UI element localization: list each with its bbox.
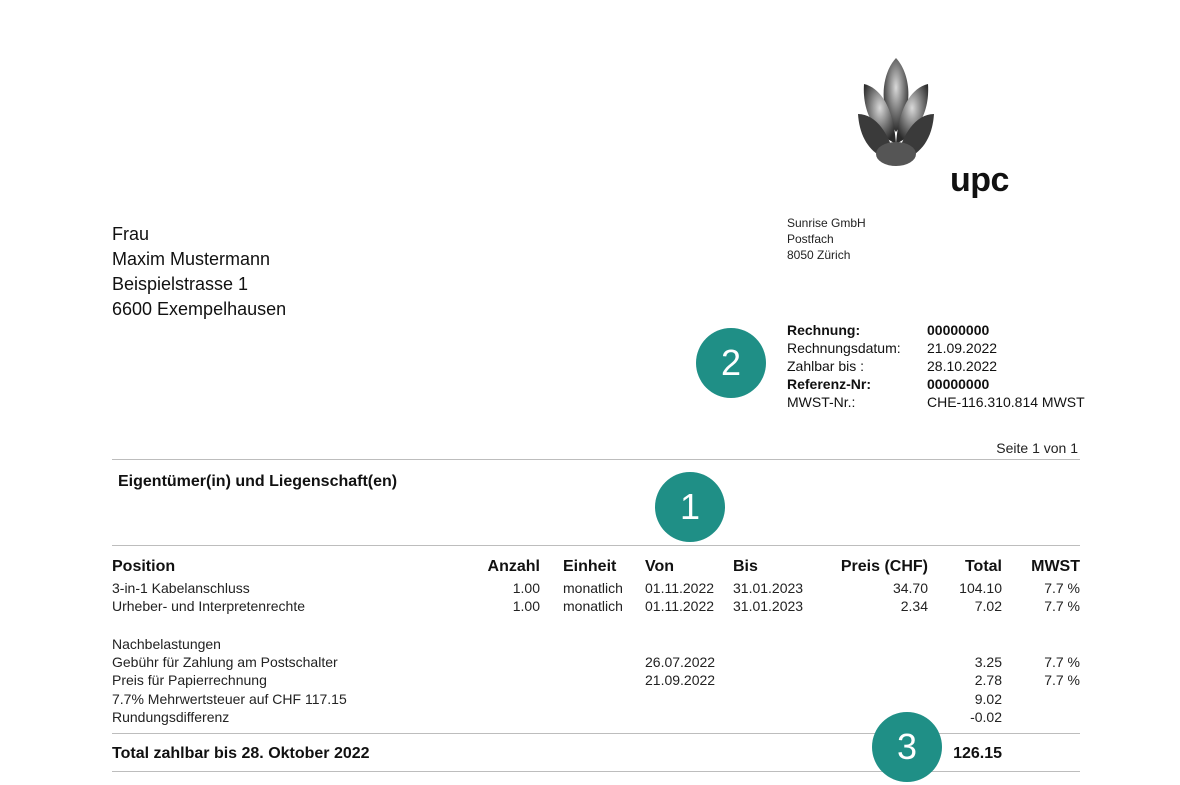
upc-flower-logo-icon (856, 54, 936, 174)
table-cell-preis: 2.34 (900, 598, 928, 614)
divider (112, 545, 1080, 546)
table-cell-mwst: 7.7 % (1044, 654, 1080, 670)
upc-wordmark: upc (950, 161, 1009, 199)
table-cell-einheit: monatlich (563, 580, 623, 596)
table-cell-bis: 31.01.2023 (733, 598, 804, 614)
total-value: 126.15 (953, 745, 1002, 762)
divider (112, 459, 1080, 460)
table-cell-einheit: monatlich (563, 598, 623, 614)
detail-label: Rechnung: (787, 322, 861, 338)
detail-label: MWST-Nr.: (787, 394, 856, 410)
table-cell-mwst: 7.7 % (1044, 672, 1080, 688)
total-label: Total zahlbar bis 28. Oktober 2022 (112, 745, 370, 762)
section-title: Eigentümer(in) und Liegenschaft(en) (118, 473, 398, 490)
table-cell-position: Preis für Papierrechnung (112, 672, 267, 688)
callout-badge-2: 2 (696, 328, 766, 398)
col-header-preis: Preis (CHF) (840, 558, 928, 575)
col-header-total: Total (964, 558, 1002, 575)
table-cell-total: 3.25 (974, 654, 1002, 670)
col-header-einheit: Einheit (563, 558, 617, 575)
table-cell-anzahl: 1.00 (512, 598, 540, 614)
table-cell-anzahl: 1.00 (512, 580, 540, 596)
sender-line: Sunrise GmbH (787, 216, 866, 230)
table-cell-mwst: 7.7 % (1044, 598, 1080, 614)
table-cell-mwst: 7.7 % (1044, 580, 1080, 596)
detail-value: 00000000 (927, 376, 990, 392)
table-cell-position: Gebühr für Zahlung am Postschalter (112, 654, 338, 670)
table-cell-position: Rundungsdifferenz (112, 709, 230, 725)
recipient-address (112, 222, 286, 322)
detail-row-vat-number (787, 393, 1085, 411)
sender-line: 8050 Zürich (787, 248, 851, 262)
detail-value: 28.10.2022 (927, 358, 998, 374)
table-cell-bis: 31.01.2023 (733, 580, 804, 596)
detail-row-due-date (787, 357, 1085, 375)
callout-badge-1: 1 (655, 472, 725, 542)
table-cell-total: -0.02 (970, 709, 1002, 725)
detail-value: 21.09.2022 (927, 340, 998, 356)
recipient-line: Maxim Mustermann (112, 249, 271, 269)
col-header-mwst: MWST (1031, 558, 1080, 575)
detail-label: Referenz-Nr: (787, 376, 872, 392)
col-header-position: Position (112, 558, 176, 575)
detail-row-invoice-number (787, 321, 1085, 339)
callout-badge-3: 3 (872, 712, 942, 782)
detail-row-reference (787, 375, 1085, 393)
recipient-line: 6600 Exempelhausen (112, 299, 287, 319)
table-cell-von: 01.11.2022 (645, 598, 715, 614)
table-cell-total: 2.78 (974, 672, 1002, 688)
table-cell-position: 7.7% Mehrwertsteuer auf CHF 117.15 (112, 691, 347, 707)
recipient-line: Frau (112, 224, 150, 244)
detail-row-invoice-date (787, 339, 1085, 357)
invoice-details (787, 321, 1085, 411)
table-cell-von: 01.11.2022 (645, 580, 715, 596)
sender-address (787, 215, 866, 263)
page-indicator: Seite 1 von 1 (996, 440, 1078, 456)
table-cell-position: 3-in-1 Kabelanschluss (112, 580, 250, 596)
col-header-von: Von (645, 558, 675, 575)
divider (112, 771, 1080, 772)
table-cell-von: 26.07.2022 (645, 654, 716, 670)
table-cell-von: 21.09.2022 (645, 672, 716, 688)
extras-heading: Nachbelastungen (112, 636, 221, 652)
recipient-line: Beispielstrasse 1 (112, 274, 249, 294)
table-cell-preis: 34.70 (892, 580, 928, 596)
table-cell-total: 7.02 (974, 598, 1002, 614)
detail-label: Zahlbar bis : (787, 358, 865, 374)
table-cell-total: 9.02 (974, 691, 1002, 707)
sender-line: Postfach (787, 232, 834, 246)
detail-value: CHE-116.310.814 MWST (927, 394, 1085, 410)
col-header-bis: Bis (733, 558, 758, 575)
detail-value: 00000000 (927, 322, 990, 338)
detail-label: Rechnungsdatum: (787, 340, 901, 356)
table-cell-total: 104.10 (959, 580, 1002, 596)
table-cell-position: Urheber- und Interpretenrechte (112, 598, 305, 614)
col-header-anzahl: Anzahl (487, 558, 540, 575)
